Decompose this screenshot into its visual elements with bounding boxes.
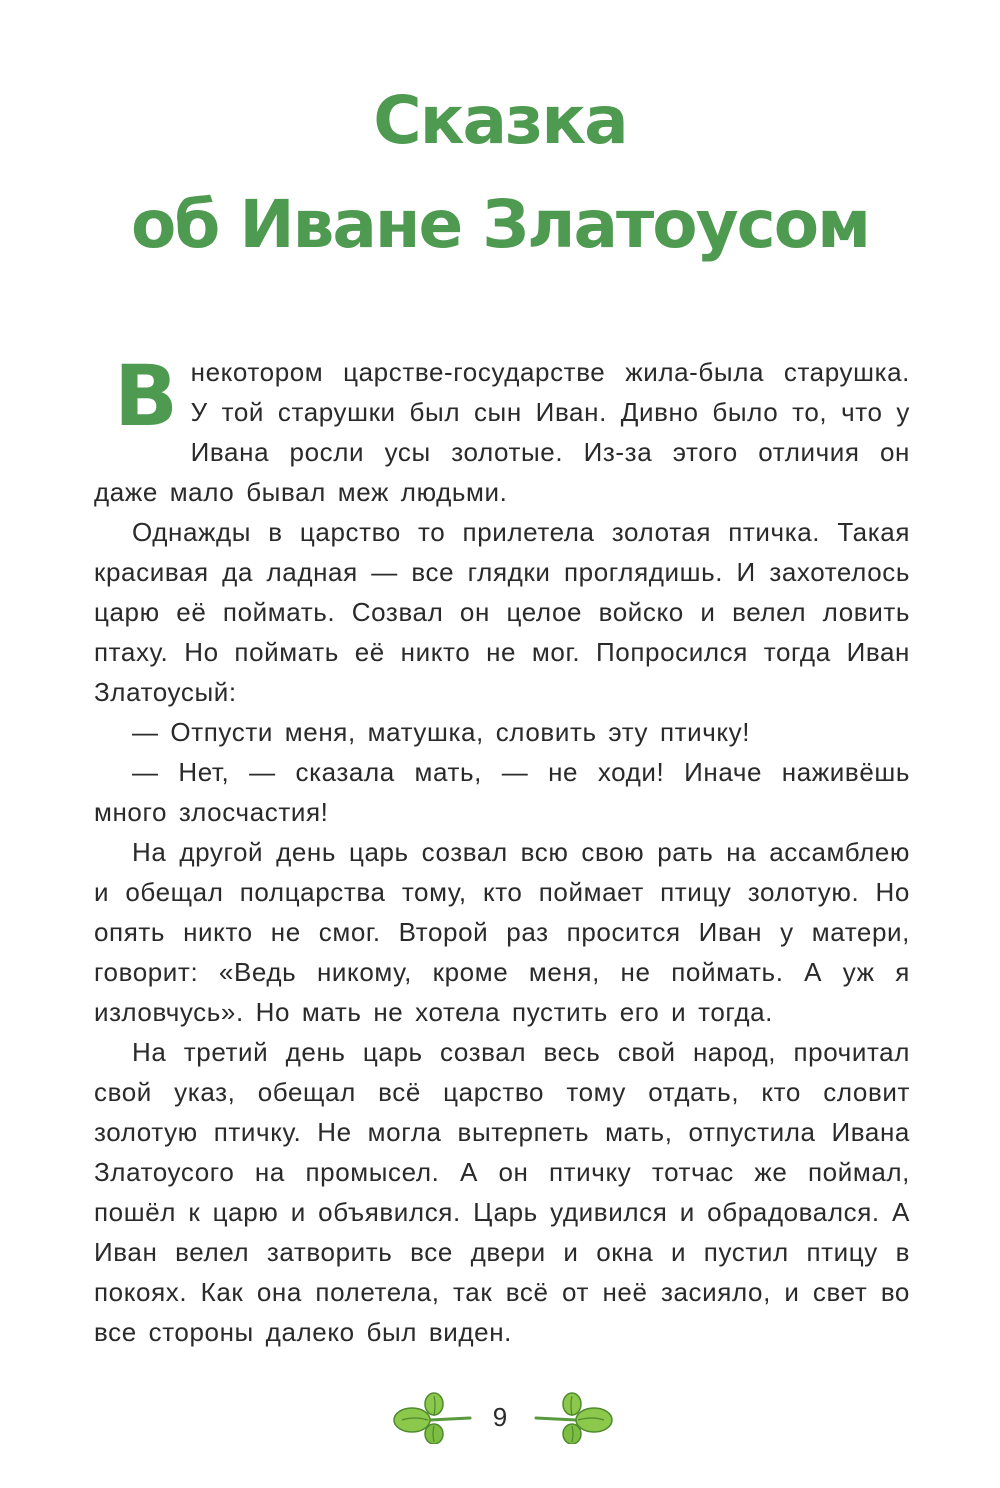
story-body [94,347,910,1352]
page-footer [0,1392,1000,1448]
story-paragraph-3: — Отпусти меня, матушка, словить эту птичку! [132,717,751,747]
clover-leaf-icon [388,1392,478,1444]
drop-cap: В [114,347,179,445]
title-line-1: Сказка [373,82,627,159]
page-number: 9 [492,1402,508,1432]
story-paragraph-1-text: некотором царстве-государстве жила-была старушка. У той старушки был сын Иван. Дивно было то, что у Ивана росли усы золотые. Из-за этого отличия он даже мало бывал меж людьми. [94,357,910,507]
story-paragraph-1 [94,347,910,512]
story-paragraph-5: На другой день царь созвал всю свою рать на ассамблею и обещал полцарства тому, кто поймает птицу золотую. Но опять никто не смог. Второй раз просится Иван у матери, говорит: «Ведь никому, кроме меня, не поймать. А уж я изловчусь». Но мать не хотела пустить его и тогда. [94,837,910,1027]
story-paragraph-6: На третий день царь созвал весь свой народ, прочитал свой указ, обещал всё царство тому отдать, кто словит золотую птичку. Не могла вытерпеть мать, отпустила Ивана Златоусого на промысел. А он птичку тотчас же поймал, пошёл к царю и объявился. Царь удивился и обрадовался. А Иван велел затворить все двери и окна и пустил птицу в покоях. Как она полетела, так всё от неё засияло, и свет во все стороны далеко был виден. [94,1037,910,1347]
story-paragraph-2: Однажды в царство то прилетела золотая птичка. Такая красивая да ладная — все глядки проглядишь. И захотелось царю её поймать. Созвал он целое войско и велел ловить птаху. Но поймать её никто не мог. Попросился тогда Иван Златоусый: [94,517,910,707]
title-line-2: об Иване Златоусом [130,186,870,263]
clover-leaf-icon [528,1392,618,1444]
story-paragraph-4: — Нет, — сказала мать, — не ходи! Иначе наживёшь много злосчастия! [94,757,910,827]
